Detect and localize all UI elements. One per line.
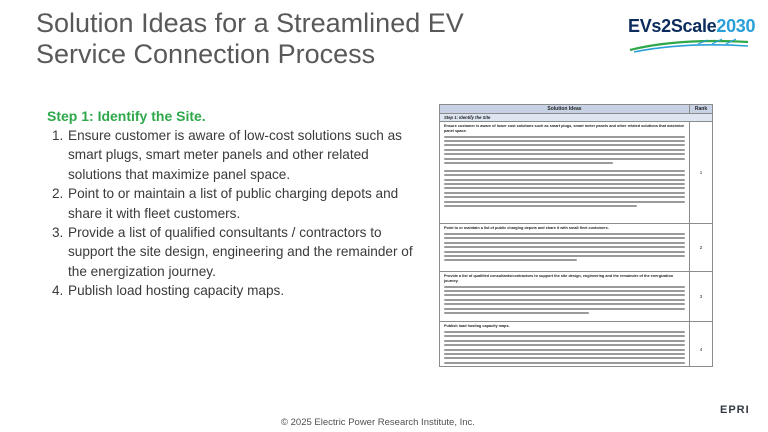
logo-main-text: EVs2Scale xyxy=(628,16,717,36)
doc-step-label: Step 1: Identify the Site xyxy=(440,114,712,122)
step-heading: Step 1: Identify the Site. xyxy=(47,108,206,124)
table-row xyxy=(440,272,712,322)
doc-cell xyxy=(440,272,690,321)
doc-row-body xyxy=(444,286,685,314)
doc-row-lead: Point to or maintain a list of public charging depots and share it with small fleet customers. xyxy=(444,226,609,230)
slide-title-line1: Solution Ideas for a Streamlined EV xyxy=(36,8,464,38)
epri-logo: EPRI xyxy=(720,404,750,416)
doc-cell xyxy=(440,322,690,367)
logo-year-text: 2030 xyxy=(716,16,756,36)
doc-header-ideas: Solution Ideas xyxy=(440,105,690,113)
footer-copyright: © 2025 Electric Power Research Institute, Inc. xyxy=(281,417,475,428)
doc-row-lead: Provide a list of qualified consultants/contractors to support the site design, engineering and the remainder of the energization journey. xyxy=(444,274,674,283)
evs2scale-logo xyxy=(628,16,756,56)
footer xyxy=(0,412,768,432)
slide-title-line2: Service Connection Process xyxy=(36,39,376,69)
document-excerpt xyxy=(439,104,713,367)
doc-header-rank: Rank xyxy=(694,106,708,112)
list-item xyxy=(52,281,422,300)
doc-row-body xyxy=(444,331,685,367)
list-item xyxy=(52,184,422,223)
table-row xyxy=(440,322,712,367)
doc-row-body xyxy=(444,136,685,207)
list-item-text: Ensure customer is aware of low-cost solutions such as smart plugs, smart meter panels and other related solutions that maximize panel space. xyxy=(68,128,402,182)
doc-cell xyxy=(440,122,690,223)
table-row xyxy=(440,122,712,224)
list-item-number: 3. xyxy=(52,225,64,241)
list-item-number: 1. xyxy=(52,128,64,143)
logo-wordmark xyxy=(628,16,755,37)
list-item-number: 2. xyxy=(52,186,64,202)
list-item-text: Provide a list of qualified consultants / contractors to support the site design, engineering and the remainder of the energization journey. xyxy=(68,225,413,279)
list-item-number: 4. xyxy=(52,283,64,299)
logo-swoosh-icon xyxy=(628,38,750,54)
slide-title xyxy=(36,8,576,70)
list-item xyxy=(52,223,422,281)
list-item-text: Point to or maintain a list of public charging depots and share it with fleet customers. xyxy=(68,186,399,221)
doc-row-lead: Ensure customer is aware of lower cost solutions such as smart plugs, smart meter panels and other related solutions that maximize panel space. xyxy=(444,124,685,133)
doc-row-lead: Publish load hosting capacity maps. xyxy=(444,324,510,328)
doc-cell xyxy=(440,224,690,271)
step-list xyxy=(52,126,422,301)
doc-row-rank: 4 xyxy=(699,346,703,352)
list-item xyxy=(52,126,422,184)
list-item-text: Publish load hosting capacity maps. xyxy=(68,283,285,299)
table-row xyxy=(440,224,712,272)
doc-row-rank: 3 xyxy=(699,294,703,299)
doc-row-rank: 2 xyxy=(699,245,703,250)
doc-row-body xyxy=(444,233,685,261)
doc-row-rank: 1 xyxy=(699,170,703,175)
doc-table-header xyxy=(440,105,712,114)
